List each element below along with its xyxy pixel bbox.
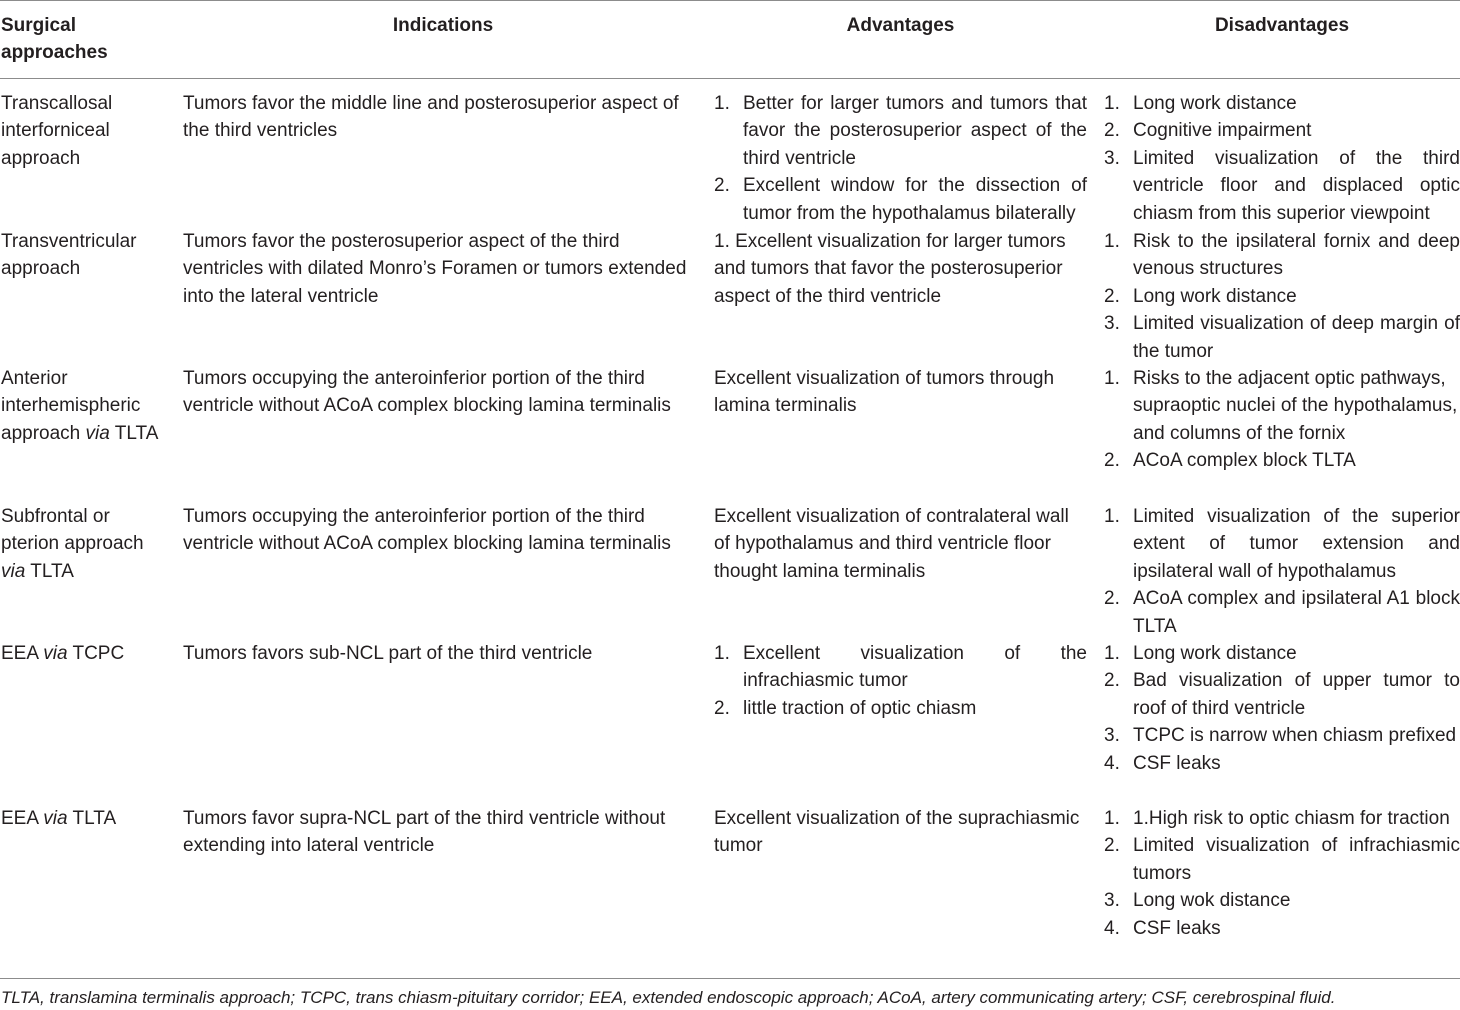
list-item: 2 . Bad visualization of upper tumor to roof of third ventricle: [1104, 667, 1460, 722]
header-disadvantages: Disadvantages: [1214, 15, 1350, 36]
approach-cell: [1, 228, 173, 283]
approach-cell: [1, 503, 173, 585]
approach-line: pterion approach: [1, 533, 144, 555]
disadvantages-cell: [1104, 640, 1460, 777]
approach-line: Transventricular: [1, 231, 137, 252]
list-item: 3 . Limited visualization of the third ventricle floor and displaced optic chiasm from this superior viewpoint: [1104, 145, 1460, 227]
approach-cell: [1, 805, 173, 832]
indications-cell: Tumors occupying the anteroinferior portion of the third ventricle without ACoA complex blocking lamina terminalis: [183, 368, 671, 417]
advantages-cell: Excellent visualization of contralateral wall of hypothalamus and third ventricle floor thought lamina terminalis: [714, 506, 1069, 582]
approach-line: Subfrontal or: [1, 506, 110, 527]
header-rule: [0, 78, 1460, 79]
list-item: 1 . Excellent visualization of the infrachiasmic tumor: [714, 640, 1087, 695]
approach-line: via TLTA: [1, 560, 74, 582]
advantages-cell: Excellent visualization of tumors through lamina terminalis: [714, 368, 1055, 417]
list-item: 2 . Cognitive impairment: [1104, 117, 1460, 144]
list-item: 2 . little traction of optic chiasm: [714, 695, 1087, 722]
list-item: 2 . ACoA complex block TLTA: [1104, 447, 1460, 474]
list-item: 1 . Better for larger tumors and tumors that favor the posterosuperior aspect of the third ventricle: [714, 90, 1087, 172]
disadvantages-cell: [1104, 228, 1460, 365]
approach-line: interhemispheric: [1, 395, 141, 417]
disadvantages-cell: [1104, 503, 1460, 640]
list-item: 2 . Excellent window for the dissection of tumor from the hypothalamus bilaterally: [714, 172, 1087, 227]
approach-line: Anterior: [1, 368, 68, 389]
approach-cell: [1, 90, 173, 172]
approach-line: Transcallosal: [1, 93, 113, 114]
advantages-cell: 1. Excellent visualization for larger tumors and tumors that favor the posterosuperior aspect of the third ventricle: [714, 231, 1066, 307]
approach-cell: [1, 365, 173, 447]
disadvantages-cell: [1104, 90, 1460, 227]
list-item: 4 . CSF leaks: [1104, 750, 1460, 777]
advantages-cell: [714, 90, 1087, 227]
header-indications: Indications: [392, 15, 494, 36]
disadvantages-cell: [1104, 805, 1460, 942]
approach-line: interforniceal: [1, 120, 110, 142]
approach-line: approach: [1, 258, 81, 280]
list-item: 3 . Limited visualization of deep margin of the tumor: [1104, 310, 1460, 365]
disadvantages-cell: [1104, 365, 1460, 475]
list-item: 4 . CSF leaks: [1104, 915, 1460, 942]
indications-cell: Tumors favors sub-NCL part of the third ventricle: [183, 643, 593, 664]
approach-line: EEA via TLTA: [1, 808, 117, 829]
list-item: 3 . TCPC is narrow when chiasm prefixed: [1104, 722, 1460, 749]
table-footnote: TLTA, translamina terminalis approach; TCPC, trans chiasm-pituitary corridor; EEA, extended endoscopic approach; ACoA, artery communicating artery; CSF, cerebrospinal fluid.: [1, 988, 1336, 1007]
list-item: 1 . Risks to the adjacent optic pathways, supraoptic nuclei of the hypothalamus, and columns of the fornix: [1104, 365, 1460, 447]
advantages-cell: [714, 640, 1087, 722]
header-surgical-approaches: Surgical approaches: [1, 15, 108, 64]
list-item: 1 . Limited visualization of the superior extent of tumor extension and ipsilateral wall of hypothalamus: [1104, 503, 1460, 585]
list-item: 1 . Long work distance: [1104, 90, 1460, 117]
list-item: 2 . Limited visualization of infrachiasmic tumors: [1104, 832, 1460, 887]
list-item: 1 . 1.High risk to optic chiasm for traction: [1104, 805, 1460, 832]
indications-cell: Tumors favor the middle line and posterosuperior aspect of the third ventricles: [183, 93, 679, 142]
header-advantages: Advantages: [846, 15, 955, 36]
indications-cell: Tumors occupying the anteroinferior portion of the third ventricle without ACoA complex blocking lamina terminalis: [183, 506, 671, 555]
approach-line: approach via TLTA: [1, 422, 159, 444]
approach-cell: [1, 640, 173, 667]
top-rule: [0, 0, 1460, 1]
list-item: 1 . Risk to the ipsilateral fornix and deep venous structures: [1104, 228, 1460, 283]
indications-cell: Tumors favor supra-NCL part of the third ventricle without extending into lateral ventricle: [183, 808, 666, 857]
indications-cell: Tumors favor the posterosuperior aspect of the third ventricles with dilated Monro’s Foramen or tumors extended into the lateral ventricle: [183, 231, 687, 307]
list-item: 2 . ACoA complex and ipsilateral A1 block TLTA: [1104, 585, 1460, 640]
approach-line: EEA via TCPC: [1, 643, 125, 664]
list-item: 2 . Long work distance: [1104, 283, 1460, 310]
bottom-rule: [0, 978, 1460, 979]
list-item: 3 . Long wok distance: [1104, 887, 1460, 914]
list-item: 1 . Long work distance: [1104, 640, 1460, 667]
advantages-cell: Excellent visualization of the suprachiasmic tumor: [714, 808, 1080, 857]
approach-line: approach: [1, 147, 81, 169]
